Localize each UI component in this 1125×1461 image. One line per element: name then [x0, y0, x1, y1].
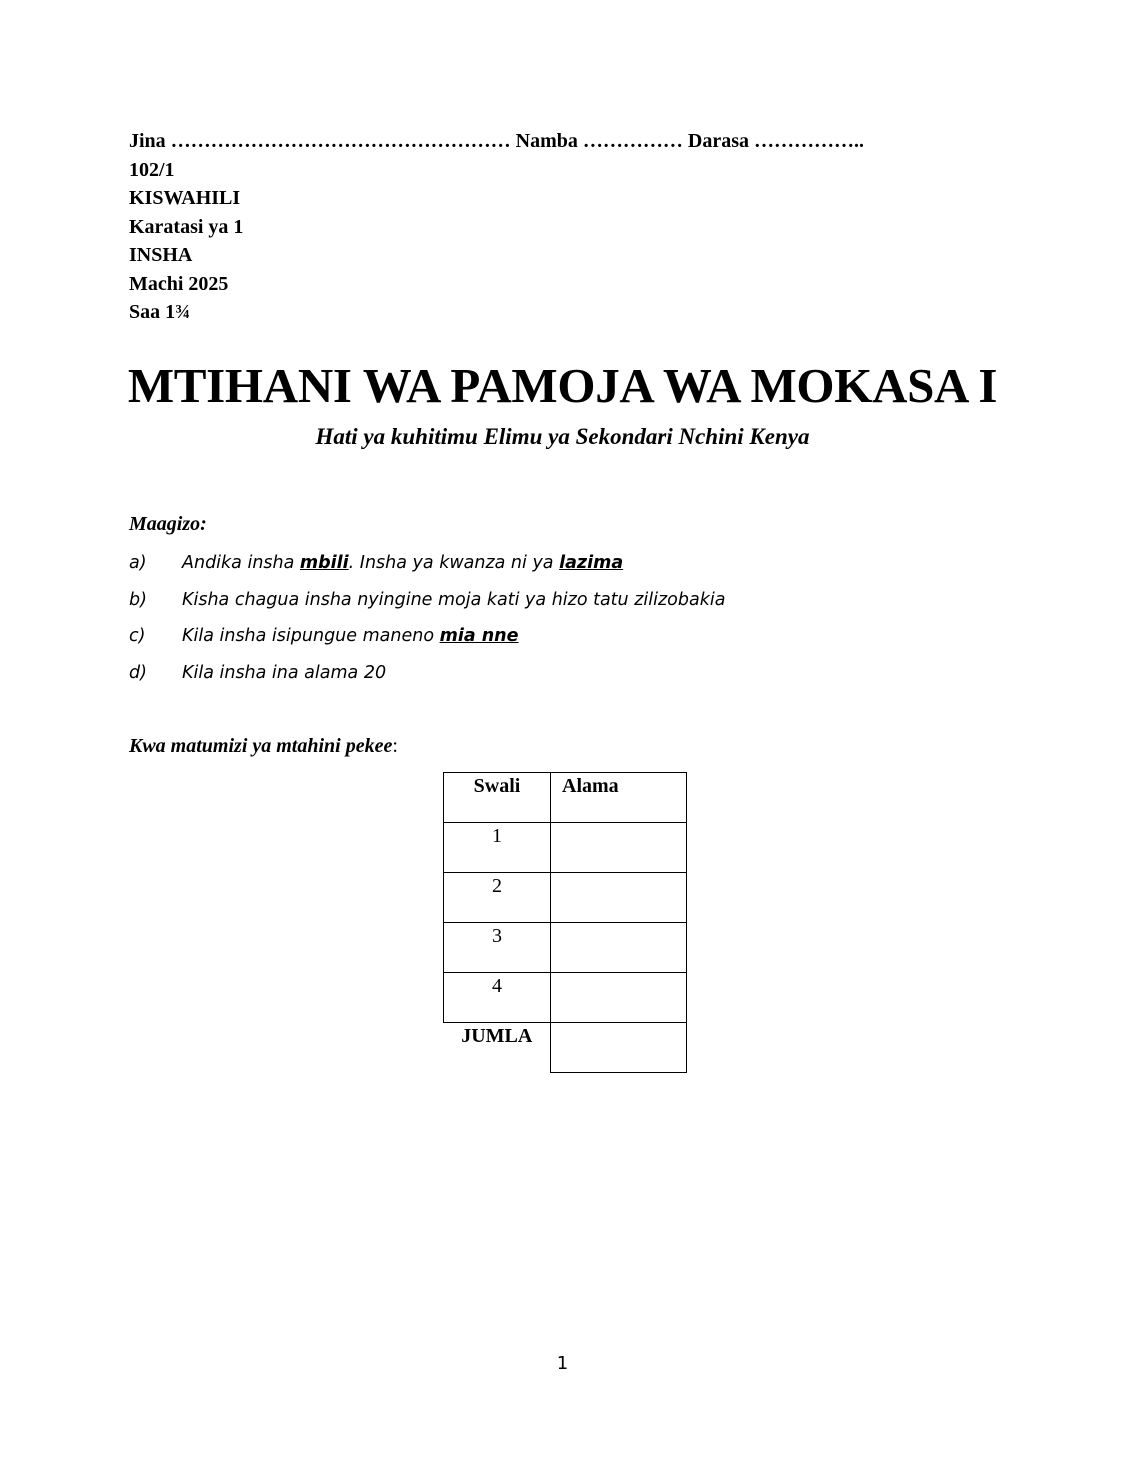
table-total-row [444, 1023, 687, 1073]
instruction-text [182, 623, 519, 660]
total-label: JUMLA [461, 1025, 533, 1047]
table-row [444, 873, 687, 923]
exam-subtitle: Hati ya kuhitimu Elimu ya Sekondari Nchini Kenya [315, 424, 810, 449]
total-marks-cell [551, 1023, 687, 1073]
instruction-item [129, 550, 725, 587]
question-number: 1 [444, 823, 551, 873]
instruction-text [182, 550, 623, 587]
instruction-text: Kisha chagua insha nyingine moja kati ya hizo tatu zilizobakia [182, 589, 726, 610]
subject-name: KISWAHILI [129, 187, 241, 209]
table-row [444, 973, 687, 1023]
table-row [444, 823, 687, 873]
instruction-marker: c) [129, 626, 146, 647]
paper-code: 102/1 [129, 158, 175, 181]
marks-table [443, 772, 687, 1073]
instruction-item [129, 587, 725, 624]
question-number: 4 [444, 973, 551, 1023]
candidate-details-line: Jina …………………………………………… Namba …………… Darasa …………….. [129, 130, 865, 152]
instructions-heading: Maagizo: [129, 513, 207, 535]
instruction-text-part: . Insha ya kwanza ni ya [348, 553, 560, 573]
instruction-text-part: Andika insha [182, 553, 300, 573]
paper-section: INSHA [129, 244, 193, 266]
instruction-marker: b) [129, 589, 147, 610]
table-row [444, 923, 687, 973]
question-number: 3 [444, 923, 551, 973]
exam-header [129, 127, 864, 327]
marks-cell [551, 923, 687, 973]
exam-duration: Saa 1¾ [129, 301, 191, 323]
instruction-text-part: Kila insha isipungue maneno [182, 626, 440, 647]
instruction-item [129, 660, 725, 697]
instruction-text: Kila insha ina alama 20 [182, 663, 387, 684]
table-header-row [444, 773, 687, 823]
question-number: 2 [444, 873, 551, 923]
examiner-use-label [129, 735, 398, 758]
marks-cell [551, 823, 687, 873]
instructions-list [129, 550, 725, 697]
emphasis-text: mbili [299, 553, 349, 573]
exam-date: Machi 2025 [129, 272, 229, 295]
paper-number: Karatasi ya 1 [129, 215, 244, 238]
emphasis-text: lazima [559, 553, 624, 573]
column-header-question: Swali [444, 773, 551, 823]
instruction-marker: d) [129, 663, 147, 684]
instruction-marker: a) [129, 553, 147, 573]
instruction-item [129, 623, 725, 660]
marks-cell [551, 973, 687, 1023]
column-header-marks: Alama [551, 773, 687, 823]
marks-cell [551, 873, 687, 923]
exam-title: MTIHANI WA PAMOJA WA MOKASA I [127, 358, 998, 413]
examiner-use-text: Kwa matumizi ya mtahini pekee [129, 735, 393, 757]
emphasis-text: mia nne [439, 626, 519, 647]
examiner-use-colon: : [392, 735, 398, 757]
page-number: 1 [556, 1353, 569, 1374]
